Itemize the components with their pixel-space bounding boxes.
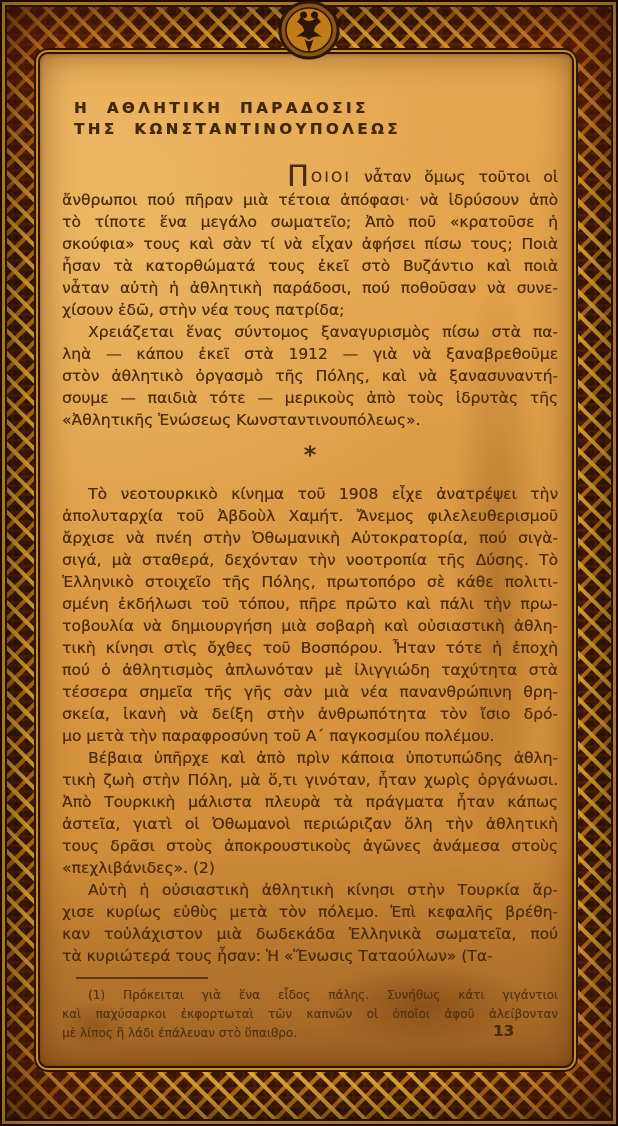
section-divider-asterisk: * — [303, 441, 317, 469]
text-line: τοβουλία νὰ δημιουργήση μιὰ σοβαρὴ καὶ οὐσιαστικὴ ἀθλη- — [62, 617, 558, 635]
footnote — [62, 977, 558, 1043]
text-line: «πεχλιβάνιδες». (2) — [62, 859, 215, 877]
paragraph — [62, 483, 558, 747]
page-number: 13 — [493, 1022, 514, 1040]
page-title — [74, 98, 558, 140]
text-line: τους δρᾶσι στοὺς ἀποκρουστικοὺς ἀγῶνες ἀνάμεσα στοὺς — [62, 837, 558, 855]
text-column — [40, 54, 572, 1066]
text-line: νἆταν αὐτὴ ἡ ἀθλητικὴ παράδοσι, πού ποθοῦσαν νὰ συνε- — [62, 279, 558, 297]
text-line: καν τοὐλάχιστον μιὰ δωδεκάδα Ἑλληνικὰ σωματεῖα, πού — [62, 925, 558, 943]
paragraph — [62, 747, 558, 879]
text-line: τικὴ ζωὴ στὴν Πόλη, μὰ ὅ,τι γινόταν, ἦταν χωρὶς ὀργάνωσι. — [62, 771, 558, 789]
text-line: Ἑλληνικὸ στοιχεῖο τῆς Πόλης, πρωτοπόρο σὲ κάθε πολιτι- — [62, 573, 558, 591]
text-line: ΠΟΙΟΙ νἆταν ὅμως τοῦτοι οἱ — [287, 159, 558, 193]
paragraph — [62, 879, 558, 967]
text-line: μο μετὰ τὴν παραφροσύνη τοῦ Α΄ παγκοσμίου πολέμου. — [62, 727, 495, 745]
text-line: σουμε — παιδιὰ τότε — μερικοὺς ἀπὸ τοὺς ἱδρυτὰς τῆς — [62, 389, 558, 407]
title-line-2: ΤΗΣ ΚΩΝΣΤΑΝΤΙΝΟΥΠΟΛΕΩΣ — [74, 120, 401, 138]
text-line: στὸν ἀθλητικὸ ὀργασμὸ τῆς Πόλης, καὶ νὰ ξανασυναντή- — [62, 367, 558, 385]
footnote-rule — [76, 977, 208, 979]
text-line: ἀπολυταρχία τοῦ Ἀβδοὺλ Χαμήτ. Ἄνεμος φιλελευθερισμοῦ — [62, 507, 558, 525]
text-line: τικὴ κίνησι στὶς ὄχθες τοῦ Βοσπόρου. Ἦταν τότε ἡ ἐποχὴ — [62, 639, 558, 657]
text-line: τὰ κυριώτερά τους ἦσαν: Ἡ «Ἕνωσις Ταταούλων» (Τα- — [62, 947, 493, 965]
text-line: Χρειάζεται ἕνας σύντομος ξαναγυρισμὸς πίσω στὰ πα- — [88, 323, 558, 341]
text-line: σκούφια» τους καὶ σὰν τί νὰ εἶχαν ἀφήσει πίσω τους; Ποιὰ — [62, 235, 558, 253]
text-line: ληὰ — κάπου ἐκεῖ στὰ 1912 — γιὰ νὰ ξαναβρεθοῦμε — [62, 345, 558, 363]
text-line: χισε κυρίως εὐθὺς μετὰ τὸν πόλεμο. Ἐπὶ κεφαλῆς βρέθη- — [62, 903, 558, 921]
text-line: Αὐτὴ ἡ οὐσιαστικὴ ἀθλητικὴ κίνησι στὴν Τουρκία ἄρ- — [88, 881, 558, 899]
text-line: ἄρχισε νὰ πνέη στὴν Ὀθωμανικὴ Αὐτοκρατορία, πού σιγὰ- — [62, 529, 558, 547]
text-line: πού ὁ ἀθλητισμὸς ἁπλωνόταν μὲ ἰλιγγιώδη ταχύτητα στὰ — [62, 661, 558, 679]
body-text — [62, 159, 558, 967]
text-line: ἦσαν τὰ κατορθώματά τους ἐκεῖ στὸ Βυζάντιο καὶ ποιὰ — [62, 257, 558, 275]
text-line: σιγά, μὰ σταθερά, δεχόνταν τὴν νοοτροπία τῆς Δύσης. Τὸ — [62, 551, 558, 569]
footnote-line: (1) Πρόκειται γιὰ ἕνα εἶδος πάλης. Συνήθως κάτι γιγάντιοι — [88, 988, 558, 1002]
footnote-line: μὲ λίπος ἢ λάδι ἐπάλευαν στὸ ὕπαιθρο. — [62, 1026, 297, 1040]
paragraph — [62, 321, 558, 431]
drop-cap: Π — [287, 159, 311, 193]
double-headed-eagle-icon — [277, 0, 341, 62]
text-line: σκεία, ἱκανὴ νὰ δείξη στὴν ἀνθρωπότητα τὸν ἴσιο δρό- — [62, 705, 558, 723]
opening-word: ΟΙΟΙ — [310, 170, 352, 186]
text-line: τέσσερα σημεῖα τῆς γῆς σὰν μιὰ νέα πανανθρώπινη θρη- — [62, 683, 558, 701]
text-line: «Ἀθλητικῆς Ἑνώσεως Κωνσταντινουπόλεως». — [62, 411, 421, 429]
text-line: Ἀπὸ Τουρκικὴ μάλιστα πλευρὰ τὰ πράγματα ἦταν κάπως — [62, 793, 558, 811]
text-line: ἀστεῖα, γιατὶ οἱ Ὀθωμανοὶ περιώριζαν ὅλη τὴν ἀθλητικὴ — [62, 815, 558, 833]
scanned-book-page — [40, 54, 572, 1066]
footnote-line: καὶ παχύσαρκοι ἐκφορτωταὶ τῶν καπνῶν οἱ ὁποῖοι ἀφοῦ ἀλείβονταν — [62, 1007, 558, 1021]
title-line-1: Η ΑΘΛΗΤΙΚΗ ΠΑΡΑΔΟΣΙΣ — [74, 99, 369, 117]
text-line: Τὸ νεοτουρκικὸ κίνημα τοῦ 1908 εἶχε ἀνατρέψει τὴν — [88, 485, 558, 503]
text-line: χίσουν ἐδῶ, στὴν νέα τους πατρίδα; — [62, 301, 345, 319]
paragraph — [62, 159, 558, 321]
text-line: Βέβαια ὑπῆρχε καὶ ἀπὸ πρὶν κάποια ὑποτυπώδης ἀθλη- — [88, 749, 558, 767]
text-line: σμένη ἐκδήλωσι τοῦ τόπου, πῆρε πρῶτο καὶ πάλι τὴν πρω- — [62, 595, 558, 613]
text-line: ἄνθρωποι πού πῆραν μιὰ τέτοια ἀπόφασι· νὰ ἱδρύσουν ἀπὸ — [62, 191, 558, 209]
text-line: τὸ τίποτε ἕνα μεγάλο σωματεῖο; Ἀπὸ ποῦ «κρατοῦσε ἡ — [62, 213, 558, 231]
